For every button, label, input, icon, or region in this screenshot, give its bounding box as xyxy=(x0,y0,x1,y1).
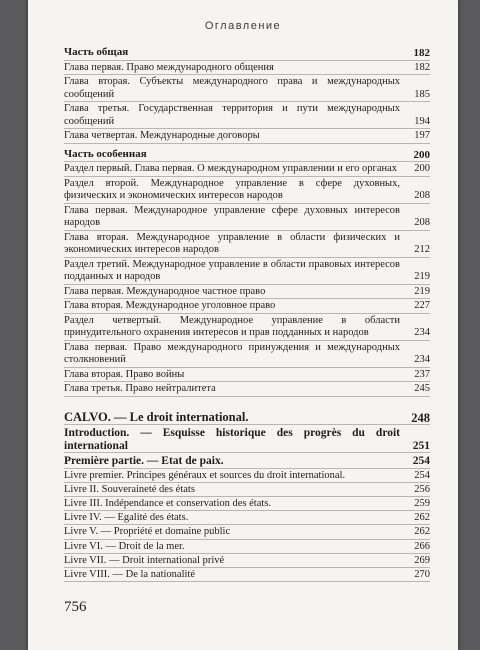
toc-entry-title: Première partie. — Etat de paix. xyxy=(64,455,224,467)
toc-entry-page: 212 xyxy=(414,244,430,255)
toc-entry-page: 234 xyxy=(414,354,430,365)
toc-entry-page: 256 xyxy=(414,483,430,495)
toc-entry-title: Глава вторая. Субъекты международного права и международных сообщений xyxy=(64,76,400,100)
toc-entry-page: 254 xyxy=(414,469,430,481)
toc-entry-title: Раздел третий. Международное управление в области правовых интересов подданных и народов xyxy=(64,258,400,282)
toc-entry-title: Глава первая. Международное частное право xyxy=(64,285,266,297)
page-number: 756 xyxy=(64,599,87,615)
toc-entry-page: 200 xyxy=(414,163,430,174)
toc-entry-page: 219 xyxy=(414,271,430,282)
toc-entry-title: Глава первая. Международное управление сфере духовных интересов народов xyxy=(64,204,400,228)
toc-entry xyxy=(64,525,430,539)
toc-entry-title: CALVO. — Le droit international. xyxy=(64,409,249,424)
table-of-contents xyxy=(64,42,430,582)
toc-entry-title: Раздел первый. Глава первая. О международном управлении и его органах xyxy=(64,163,398,174)
toc-entry-title: Глава первая. Право международного принуждения и международных столкновений xyxy=(64,341,400,365)
toc-entry-title: Раздел четвертый. Международное управление в области принудительного охранения интересов и прав подданных и народов xyxy=(64,314,400,338)
toc-entry-title: Livre V. — Propriété et domaine public xyxy=(64,526,231,538)
toc-entry xyxy=(64,425,430,453)
toc-entry xyxy=(64,540,430,554)
toc-entry-title: Livre premier. Principes généraux et sources du droit international. xyxy=(64,469,346,481)
toc-entry-title: Часть особенная xyxy=(64,147,147,160)
toc-entry xyxy=(64,299,430,314)
toc-entry-title: Глава вторая. Международное управление в области физических и экономических интересов народов xyxy=(64,231,400,255)
toc-entry-title: Глава третья. Государственная территория и пути международных сообщений xyxy=(64,103,400,127)
toc-entry-title: Livre IV. — Egalité des états. xyxy=(64,512,189,524)
toc-entry-page: 262 xyxy=(414,512,430,524)
toc-entry xyxy=(64,368,430,383)
toc-entry xyxy=(64,497,430,511)
russian-contents xyxy=(64,42,430,397)
toc-entry-page: 237 xyxy=(414,368,430,380)
toc-entry-page: 208 xyxy=(414,217,430,228)
book-page xyxy=(28,0,458,650)
toc-entry xyxy=(64,382,430,397)
toc-entry-page: 254 xyxy=(412,455,430,467)
toc-entry xyxy=(64,177,430,204)
toc-entry xyxy=(64,42,430,61)
toc-entry-page: 270 xyxy=(414,568,430,580)
toc-entry-page: 227 xyxy=(414,300,430,311)
toc-entry-title: Livre VI. — Droit de la mer. xyxy=(64,540,185,552)
toc-entry-title: Часть общая xyxy=(64,46,129,58)
toc-entry-title: Глава вторая. Международное уголовное право xyxy=(64,300,276,311)
toc-entry-page: 245 xyxy=(414,383,430,394)
toc-entry-title: Раздел второй. Международное управление в сфере духовных, физических и экономических интересов народов xyxy=(64,177,400,201)
toc-entry-title: Livre II. Souveraineté des états xyxy=(64,483,195,495)
toc-entry xyxy=(64,61,430,76)
toc-entry xyxy=(64,407,430,426)
section-gap xyxy=(64,397,430,407)
toc-entry-page: 219 xyxy=(414,285,430,297)
toc-entry-title: Livre VII. — Droit international privé xyxy=(64,554,225,566)
toc-entry xyxy=(64,341,430,368)
toc-entry xyxy=(64,554,430,568)
toc-entry-page: 185 xyxy=(414,88,430,100)
toc-entry xyxy=(64,75,430,102)
toc-entry-page: 266 xyxy=(414,540,430,552)
toc-entry xyxy=(64,144,430,163)
toc-entry xyxy=(64,453,430,469)
toc-entry xyxy=(64,568,430,582)
toc-entry-page: 182 xyxy=(414,61,430,73)
toc-entry xyxy=(64,258,430,285)
toc-entry-title: Глава вторая. Право войны xyxy=(64,368,185,380)
toc-entry xyxy=(64,102,430,129)
toc-entry xyxy=(64,483,430,497)
toc-entry-title: Глава первая. Право международного общения xyxy=(64,61,274,73)
running-head: Оглавление xyxy=(204,20,282,32)
toc-entry xyxy=(64,285,430,300)
toc-entry-page: 262 xyxy=(414,526,430,538)
toc-entry-page: 182 xyxy=(413,47,430,59)
toc-entry-title: Livre VIII. — De la nationalité xyxy=(64,568,196,580)
toc-entry-page: 269 xyxy=(414,554,430,566)
toc-entry xyxy=(64,204,430,231)
toc-entry xyxy=(64,511,430,525)
toc-entry xyxy=(64,314,430,341)
toc-entry-title: Глава третья. Право нейтралитета xyxy=(64,383,216,394)
toc-entry-page: 197 xyxy=(414,130,430,141)
toc-entry-title: Introduction. — Esquisse historique des progrès du droit international xyxy=(64,427,400,452)
toc-entry-page: 200 xyxy=(413,148,430,161)
toc-entry-page: 251 xyxy=(412,439,430,452)
toc-entry xyxy=(64,129,430,144)
toc-entry-title: Livre III. Indépendance et conservation des états. xyxy=(64,497,271,509)
toc-entry-title: Глава четвертая. Международные договоры xyxy=(64,130,260,141)
toc-entry xyxy=(64,231,430,258)
toc-entry-page: 234 xyxy=(414,327,430,338)
toc-entry-page: 194 xyxy=(414,115,430,127)
toc-entry xyxy=(64,162,430,177)
toc-entry-page: 259 xyxy=(414,497,430,509)
toc-entry xyxy=(64,469,430,483)
toc-entry-page: 208 xyxy=(414,190,430,201)
toc-entry-page: 248 xyxy=(411,410,430,425)
french-contents xyxy=(64,407,430,583)
